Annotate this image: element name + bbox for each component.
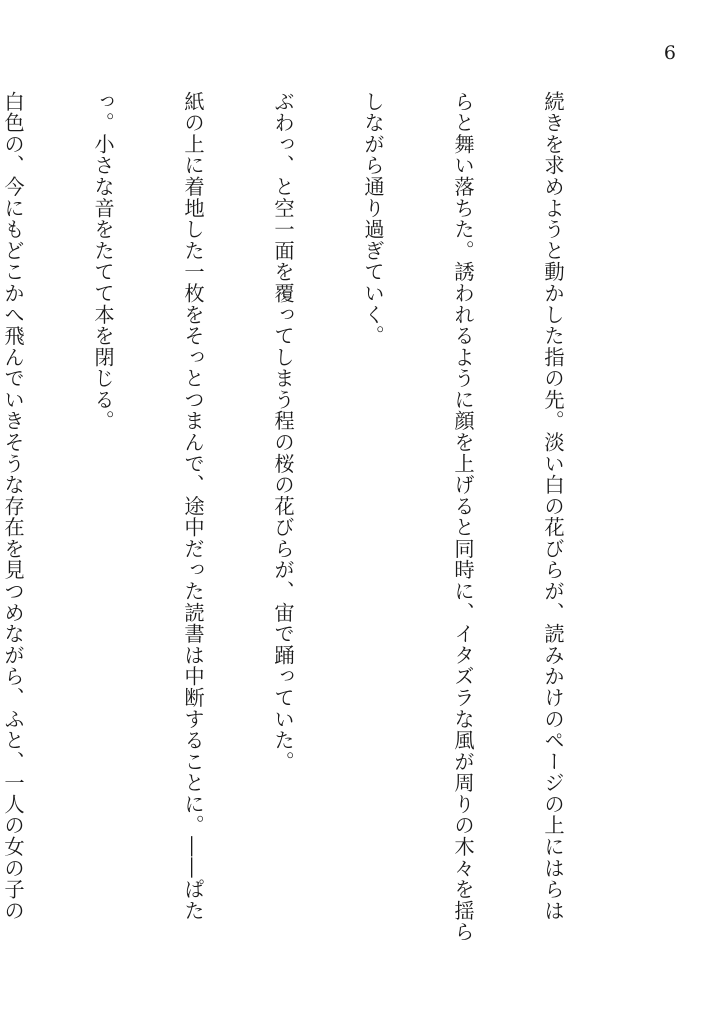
text-line: らと舞い落ちた。誘われるように顔を上げると同時に、イタズラな風が周りの木々を揺ら (451, 91, 475, 943)
text-line: ぶわっ、と空一面を覆ってしまう程の桜の花びらが、宙で踊っていた。 (271, 91, 295, 773)
page-number: 6 (663, 42, 676, 64)
text-line: 白色の、今にもどこかへ飛んでいきそうな存在を見つめながら、ふと、一人の女の子の (1, 91, 25, 922)
text-line: しながら通り過ぎていく。 (361, 91, 385, 347)
vertical-text-body (0, 91, 628, 943)
text-line: 紙の上に着地した一枚をそっとつまんで、途中だった読書は中断することに。――ぱた (181, 91, 205, 922)
text-line: 続きを求めようと動かした指の先。淡い白の花びらが、読みかけのページの上にはらは (541, 91, 565, 922)
text-line: っ。小さな音をたてて本を閉じる。 (91, 91, 115, 432)
